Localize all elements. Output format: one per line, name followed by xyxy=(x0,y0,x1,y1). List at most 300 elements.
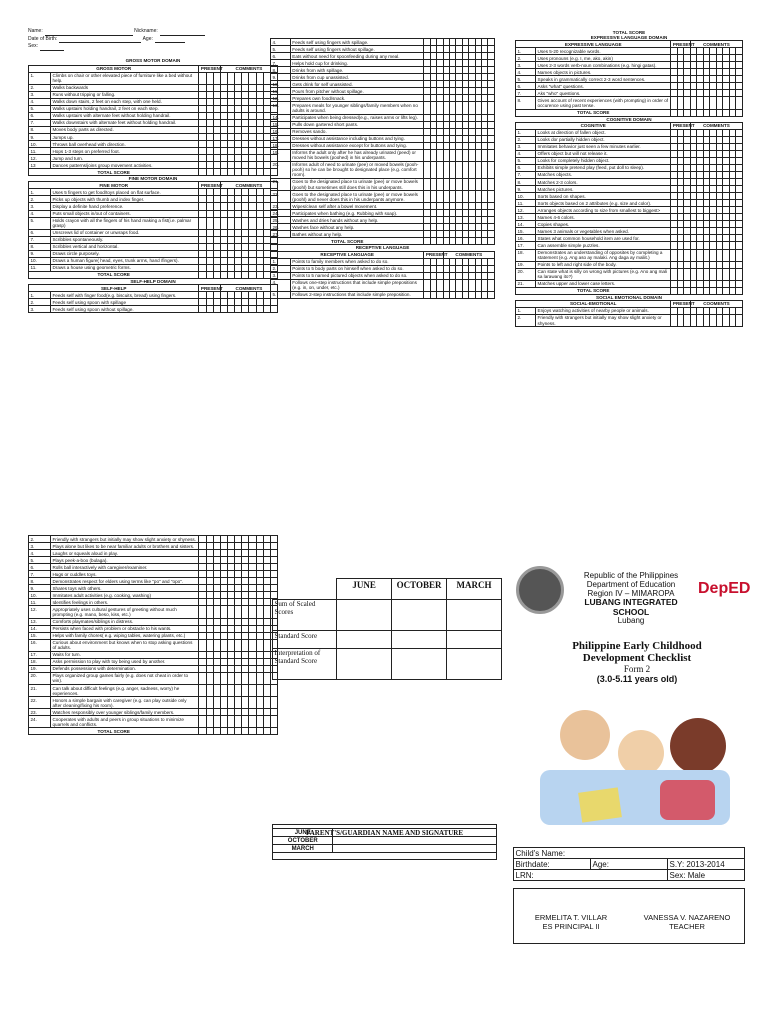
check-cell[interactable] xyxy=(220,299,227,306)
check-cell[interactable] xyxy=(488,128,495,135)
check-cell[interactable] xyxy=(242,257,249,264)
check-cell[interactable] xyxy=(220,257,227,264)
check-cell[interactable] xyxy=(235,91,242,98)
check-cell[interactable] xyxy=(242,84,249,91)
check-cell[interactable] xyxy=(242,112,249,119)
check-cell[interactable] xyxy=(242,606,249,618)
check-cell[interactable] xyxy=(213,665,220,672)
check-cell[interactable] xyxy=(206,716,213,728)
check-cell[interactable] xyxy=(206,264,213,271)
check-cell[interactable] xyxy=(199,141,206,148)
check-cell[interactable] xyxy=(227,243,234,250)
check-cell[interactable] xyxy=(220,592,227,599)
check-cell[interactable] xyxy=(242,236,249,243)
check-cell[interactable] xyxy=(263,618,270,625)
check-cell[interactable] xyxy=(256,264,263,271)
check-cell[interactable] xyxy=(249,210,256,217)
check-cell[interactable] xyxy=(256,134,263,141)
check-cell[interactable] xyxy=(206,685,213,697)
check-cell[interactable] xyxy=(242,134,249,141)
check-cell[interactable] xyxy=(213,658,220,665)
check-cell[interactable] xyxy=(213,292,220,299)
check-cell[interactable] xyxy=(235,709,242,716)
check-cell[interactable] xyxy=(220,550,227,557)
check-cell[interactable] xyxy=(242,543,249,550)
check-cell[interactable] xyxy=(227,557,234,564)
check-cell[interactable] xyxy=(206,72,213,84)
check-cell[interactable] xyxy=(235,112,242,119)
check-cell[interactable] xyxy=(206,625,213,632)
check-cell[interactable] xyxy=(736,200,743,207)
check-cell[interactable] xyxy=(256,599,263,606)
check-cell[interactable] xyxy=(242,196,249,203)
check-cell[interactable] xyxy=(213,250,220,257)
check-cell[interactable] xyxy=(270,685,277,697)
check-cell[interactable] xyxy=(220,585,227,592)
check-cell[interactable] xyxy=(488,161,495,178)
check-cell[interactable] xyxy=(235,236,242,243)
check-cell[interactable] xyxy=(256,543,263,550)
check-cell[interactable] xyxy=(213,264,220,271)
check-cell[interactable] xyxy=(249,564,256,571)
check-cell[interactable] xyxy=(227,196,234,203)
check-cell[interactable] xyxy=(249,141,256,148)
check-cell[interactable] xyxy=(256,557,263,564)
check-cell[interactable] xyxy=(270,306,277,313)
check-cell[interactable] xyxy=(199,72,206,84)
check-cell[interactable] xyxy=(242,162,249,169)
check-cell[interactable] xyxy=(235,119,242,126)
check-cell[interactable] xyxy=(227,606,234,618)
check-cell[interactable] xyxy=(249,189,256,196)
check-cell[interactable] xyxy=(199,672,206,684)
total-cell[interactable] xyxy=(199,271,206,278)
check-cell[interactable] xyxy=(213,243,220,250)
check-cell[interactable] xyxy=(249,543,256,550)
check-cell[interactable] xyxy=(736,129,743,136)
parent-signature-june[interactable] xyxy=(333,829,497,837)
check-cell[interactable] xyxy=(256,84,263,91)
check-cell[interactable] xyxy=(256,716,263,728)
check-cell[interactable] xyxy=(256,685,263,697)
check-cell[interactable] xyxy=(256,141,263,148)
check-cell[interactable] xyxy=(256,571,263,578)
check-cell[interactable] xyxy=(220,196,227,203)
total-cell[interactable] xyxy=(199,169,206,176)
check-cell[interactable] xyxy=(220,236,227,243)
check-cell[interactable] xyxy=(227,119,234,126)
check-cell[interactable] xyxy=(256,306,263,313)
check-cell[interactable] xyxy=(199,257,206,264)
check-cell[interactable] xyxy=(488,272,495,279)
check-cell[interactable] xyxy=(206,651,213,658)
check-cell[interactable] xyxy=(235,665,242,672)
check-cell[interactable] xyxy=(199,91,206,98)
check-cell[interactable] xyxy=(235,557,242,564)
check-cell[interactable] xyxy=(227,148,234,155)
check-cell[interactable] xyxy=(220,264,227,271)
check-cell[interactable] xyxy=(213,550,220,557)
check-cell[interactable] xyxy=(199,299,206,306)
total-cell[interactable] xyxy=(199,728,206,735)
total-cell[interactable] xyxy=(736,109,743,116)
check-cell[interactable] xyxy=(256,564,263,571)
check-cell[interactable] xyxy=(227,126,234,133)
check-cell[interactable] xyxy=(736,235,743,242)
check-cell[interactable] xyxy=(736,164,743,171)
check-cell[interactable] xyxy=(242,155,249,162)
check-cell[interactable] xyxy=(213,91,220,98)
check-cell[interactable] xyxy=(213,536,220,543)
check-cell[interactable] xyxy=(235,257,242,264)
check-cell[interactable] xyxy=(213,84,220,91)
check-cell[interactable] xyxy=(249,658,256,665)
check-cell[interactable] xyxy=(249,585,256,592)
check-cell[interactable] xyxy=(213,229,220,236)
check-cell[interactable] xyxy=(270,550,277,557)
check-cell[interactable] xyxy=(256,632,263,639)
check-cell[interactable] xyxy=(249,709,256,716)
check-cell[interactable] xyxy=(199,306,206,313)
check-cell[interactable] xyxy=(213,257,220,264)
check-cell[interactable] xyxy=(256,257,263,264)
check-cell[interactable] xyxy=(263,716,270,728)
check-cell[interactable] xyxy=(220,292,227,299)
check-cell[interactable] xyxy=(206,236,213,243)
check-cell[interactable] xyxy=(199,564,206,571)
total-cell[interactable] xyxy=(213,728,220,735)
check-cell[interactable] xyxy=(736,76,743,83)
check-cell[interactable] xyxy=(199,606,206,618)
check-cell[interactable] xyxy=(736,90,743,97)
check-cell[interactable] xyxy=(263,536,270,543)
check-cell[interactable] xyxy=(263,571,270,578)
score-cell[interactable] xyxy=(337,648,392,679)
check-cell[interactable] xyxy=(199,625,206,632)
check-cell[interactable] xyxy=(249,536,256,543)
check-cell[interactable] xyxy=(206,148,213,155)
check-cell[interactable] xyxy=(235,716,242,728)
check-cell[interactable] xyxy=(220,632,227,639)
check-cell[interactable] xyxy=(256,292,263,299)
check-cell[interactable] xyxy=(199,632,206,639)
check-cell[interactable] xyxy=(220,141,227,148)
check-cell[interactable] xyxy=(263,543,270,550)
total-cell[interactable] xyxy=(736,287,743,294)
check-cell[interactable] xyxy=(249,592,256,599)
check-cell[interactable] xyxy=(256,606,263,618)
total-cell[interactable] xyxy=(227,728,234,735)
total-cell[interactable] xyxy=(249,271,256,278)
total-cell[interactable] xyxy=(235,271,242,278)
check-cell[interactable] xyxy=(488,74,495,81)
check-cell[interactable] xyxy=(270,557,277,564)
check-cell[interactable] xyxy=(227,651,234,658)
check-cell[interactable] xyxy=(736,150,743,157)
check-cell[interactable] xyxy=(206,257,213,264)
check-cell[interactable] xyxy=(227,98,234,105)
check-cell[interactable] xyxy=(249,196,256,203)
check-cell[interactable] xyxy=(227,203,234,210)
check-cell[interactable] xyxy=(220,229,227,236)
check-cell[interactable] xyxy=(199,585,206,592)
check-cell[interactable] xyxy=(249,155,256,162)
total-cell[interactable] xyxy=(242,169,249,176)
check-cell[interactable] xyxy=(220,697,227,709)
check-cell[interactable] xyxy=(227,229,234,236)
check-cell[interactable] xyxy=(220,599,227,606)
check-cell[interactable] xyxy=(227,585,234,592)
score-cell[interactable] xyxy=(337,631,392,648)
check-cell[interactable] xyxy=(235,210,242,217)
check-cell[interactable] xyxy=(220,91,227,98)
check-cell[interactable] xyxy=(256,236,263,243)
check-cell[interactable] xyxy=(227,105,234,112)
check-cell[interactable] xyxy=(199,639,206,651)
check-cell[interactable] xyxy=(206,665,213,672)
score-cell[interactable] xyxy=(447,631,502,648)
check-cell[interactable] xyxy=(220,709,227,716)
check-cell[interactable] xyxy=(199,592,206,599)
check-cell[interactable] xyxy=(736,221,743,228)
check-cell[interactable] xyxy=(227,72,234,84)
check-cell[interactable] xyxy=(220,639,227,651)
check-cell[interactable] xyxy=(242,550,249,557)
check-cell[interactable] xyxy=(242,697,249,709)
check-cell[interactable] xyxy=(199,105,206,112)
check-cell[interactable] xyxy=(488,231,495,238)
check-cell[interactable] xyxy=(206,550,213,557)
check-cell[interactable] xyxy=(227,112,234,119)
check-cell[interactable] xyxy=(249,162,256,169)
check-cell[interactable] xyxy=(213,126,220,133)
check-cell[interactable] xyxy=(256,658,263,665)
check-cell[interactable] xyxy=(242,98,249,105)
check-cell[interactable] xyxy=(199,697,206,709)
check-cell[interactable] xyxy=(206,639,213,651)
check-cell[interactable] xyxy=(206,606,213,618)
check-cell[interactable] xyxy=(213,217,220,229)
check-cell[interactable] xyxy=(488,88,495,95)
check-cell[interactable] xyxy=(249,632,256,639)
check-cell[interactable] xyxy=(199,543,206,550)
check-cell[interactable] xyxy=(235,625,242,632)
check-cell[interactable] xyxy=(199,217,206,229)
check-cell[interactable] xyxy=(263,625,270,632)
check-cell[interactable] xyxy=(199,685,206,697)
check-cell[interactable] xyxy=(249,229,256,236)
check-cell[interactable] xyxy=(256,618,263,625)
lrn-label[interactable]: LRN: xyxy=(514,870,668,881)
check-cell[interactable] xyxy=(235,299,242,306)
total-cell[interactable] xyxy=(220,271,227,278)
check-cell[interactable] xyxy=(249,126,256,133)
check-cell[interactable] xyxy=(256,126,263,133)
total-cell[interactable] xyxy=(220,728,227,735)
check-cell[interactable] xyxy=(206,599,213,606)
check-cell[interactable] xyxy=(488,60,495,67)
check-cell[interactable] xyxy=(242,716,249,728)
check-cell[interactable] xyxy=(242,119,249,126)
check-cell[interactable] xyxy=(242,585,249,592)
check-cell[interactable] xyxy=(220,658,227,665)
check-cell[interactable] xyxy=(256,536,263,543)
total-cell[interactable] xyxy=(263,728,270,735)
check-cell[interactable] xyxy=(249,665,256,672)
check-cell[interactable] xyxy=(199,658,206,665)
check-cell[interactable] xyxy=(206,98,213,105)
check-cell[interactable] xyxy=(249,203,256,210)
check-cell[interactable] xyxy=(227,716,234,728)
check-cell[interactable] xyxy=(213,639,220,651)
check-cell[interactable] xyxy=(488,291,495,298)
check-cell[interactable] xyxy=(206,196,213,203)
check-cell[interactable] xyxy=(199,292,206,299)
check-cell[interactable] xyxy=(227,236,234,243)
check-cell[interactable] xyxy=(270,299,277,306)
check-cell[interactable] xyxy=(206,672,213,684)
check-cell[interactable] xyxy=(227,599,234,606)
check-cell[interactable] xyxy=(199,203,206,210)
check-cell[interactable] xyxy=(249,236,256,243)
check-cell[interactable] xyxy=(227,250,234,257)
check-cell[interactable] xyxy=(227,658,234,665)
check-cell[interactable] xyxy=(227,134,234,141)
check-cell[interactable] xyxy=(206,299,213,306)
check-cell[interactable] xyxy=(235,564,242,571)
check-cell[interactable] xyxy=(235,571,242,578)
check-cell[interactable] xyxy=(488,210,495,217)
check-cell[interactable] xyxy=(256,217,263,229)
check-cell[interactable] xyxy=(736,314,743,326)
check-cell[interactable] xyxy=(235,651,242,658)
check-cell[interactable] xyxy=(249,299,256,306)
check-cell[interactable] xyxy=(213,210,220,217)
total-cell[interactable] xyxy=(213,169,220,176)
check-cell[interactable] xyxy=(488,178,495,190)
check-cell[interactable] xyxy=(220,162,227,169)
check-cell[interactable] xyxy=(199,229,206,236)
check-cell[interactable] xyxy=(206,141,213,148)
check-cell[interactable] xyxy=(249,91,256,98)
check-cell[interactable] xyxy=(199,162,206,169)
check-cell[interactable] xyxy=(199,155,206,162)
check-cell[interactable] xyxy=(220,606,227,618)
check-cell[interactable] xyxy=(270,543,277,550)
check-cell[interactable] xyxy=(242,250,249,257)
check-cell[interactable] xyxy=(220,625,227,632)
check-cell[interactable] xyxy=(206,229,213,236)
check-cell[interactable] xyxy=(249,84,256,91)
total-cell[interactable] xyxy=(242,271,249,278)
check-cell[interactable] xyxy=(263,585,270,592)
check-cell[interactable] xyxy=(242,203,249,210)
check-cell[interactable] xyxy=(249,292,256,299)
check-cell[interactable] xyxy=(488,224,495,231)
check-cell[interactable] xyxy=(256,210,263,217)
check-cell[interactable] xyxy=(206,578,213,585)
check-cell[interactable] xyxy=(235,632,242,639)
check-cell[interactable] xyxy=(263,599,270,606)
check-cell[interactable] xyxy=(249,134,256,141)
check-cell[interactable] xyxy=(270,709,277,716)
check-cell[interactable] xyxy=(199,148,206,155)
check-cell[interactable] xyxy=(242,685,249,697)
check-cell[interactable] xyxy=(227,257,234,264)
check-cell[interactable] xyxy=(213,651,220,658)
check-cell[interactable] xyxy=(220,564,227,571)
check-cell[interactable] xyxy=(242,148,249,155)
check-cell[interactable] xyxy=(249,250,256,257)
check-cell[interactable] xyxy=(242,672,249,684)
check-cell[interactable] xyxy=(263,672,270,684)
check-cell[interactable] xyxy=(263,557,270,564)
check-cell[interactable] xyxy=(220,716,227,728)
check-cell[interactable] xyxy=(736,62,743,69)
check-cell[interactable] xyxy=(220,685,227,697)
check-cell[interactable] xyxy=(256,105,263,112)
check-cell[interactable] xyxy=(235,105,242,112)
check-cell[interactable] xyxy=(213,148,220,155)
check-cell[interactable] xyxy=(242,292,249,299)
check-cell[interactable] xyxy=(227,578,234,585)
check-cell[interactable] xyxy=(736,69,743,76)
check-cell[interactable] xyxy=(235,672,242,684)
check-cell[interactable] xyxy=(227,709,234,716)
check-cell[interactable] xyxy=(256,665,263,672)
check-cell[interactable] xyxy=(227,189,234,196)
score-cell[interactable] xyxy=(447,599,502,630)
check-cell[interactable] xyxy=(213,592,220,599)
score-cell[interactable] xyxy=(392,648,447,679)
check-cell[interactable] xyxy=(235,618,242,625)
check-cell[interactable] xyxy=(235,578,242,585)
total-cell[interactable] xyxy=(256,271,263,278)
check-cell[interactable] xyxy=(270,571,277,578)
check-cell[interactable] xyxy=(206,709,213,716)
check-cell[interactable] xyxy=(263,306,270,313)
check-cell[interactable] xyxy=(206,105,213,112)
check-cell[interactable] xyxy=(199,250,206,257)
check-cell[interactable] xyxy=(213,141,220,148)
check-cell[interactable] xyxy=(199,599,206,606)
total-cell[interactable] xyxy=(206,728,213,735)
check-cell[interactable] xyxy=(206,189,213,196)
check-cell[interactable] xyxy=(736,307,743,314)
check-cell[interactable] xyxy=(270,716,277,728)
check-cell[interactable] xyxy=(227,564,234,571)
check-cell[interactable] xyxy=(220,672,227,684)
check-cell[interactable] xyxy=(249,550,256,557)
check-cell[interactable] xyxy=(242,141,249,148)
check-cell[interactable] xyxy=(199,651,206,658)
check-cell[interactable] xyxy=(213,606,220,618)
check-cell[interactable] xyxy=(213,685,220,697)
check-cell[interactable] xyxy=(213,119,220,126)
check-cell[interactable] xyxy=(249,217,256,229)
check-cell[interactable] xyxy=(213,625,220,632)
check-cell[interactable] xyxy=(227,217,234,229)
check-cell[interactable] xyxy=(488,279,495,291)
total-cell[interactable] xyxy=(206,271,213,278)
check-cell[interactable] xyxy=(235,189,242,196)
check-cell[interactable] xyxy=(736,179,743,186)
score-cell[interactable] xyxy=(392,631,447,648)
check-cell[interactable] xyxy=(256,651,263,658)
check-cell[interactable] xyxy=(235,126,242,133)
check-cell[interactable] xyxy=(213,112,220,119)
check-cell[interactable] xyxy=(235,599,242,606)
